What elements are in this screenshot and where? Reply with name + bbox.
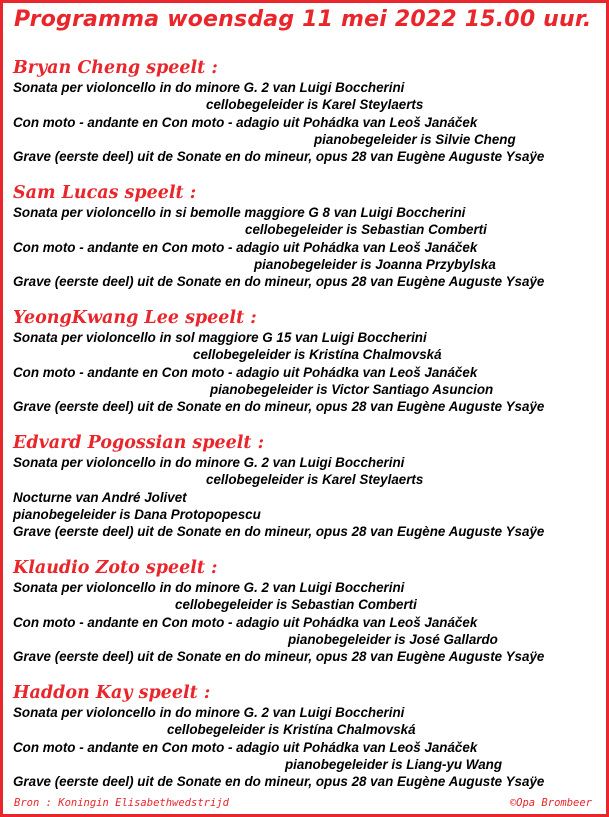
accompanist-line: cellobegeleider is Kristína Chalmovská (167, 722, 416, 738)
piece-line: Con moto - andante en Con moto - adagio uit Pohádka van Leoš Janáček (13, 364, 478, 380)
piece-line: Con moto - andante en Con moto - adagio uit Pohádka van Leoš Janáček (13, 614, 478, 630)
accompanist-line: cellobegeleider is Sebastian Comberti (175, 597, 417, 613)
piece-line: Sonata per violoncello in do minore G. 2 van Luigi Boccherini (13, 80, 405, 95)
piece-line: Con moto - andante en Con moto - adagio uit Pohádka van Leoš Janáček (13, 114, 478, 130)
piece-line: Grave (eerste deel) uit de Sonate en do mineur, opus 28 van Eugène Auguste Ysaÿe (13, 524, 545, 540)
accompanist-line: pianobegeleider is Dana Protopopescu (13, 506, 261, 522)
accompanist-line: pianobegeleider is Liang-yu Wang (285, 756, 503, 772)
piece-line: Grave (eerste deel) uit de Sonate en do mineur, opus 28 van Eugène Auguste Ysaÿe (13, 774, 545, 790)
accompanist-line: pianobegeleider is Joanna Przybylska (254, 256, 496, 272)
performer-section (13, 683, 603, 790)
piece-line: Sonata per violoncello in si bemolle maggiore G 8 van Luigi Boccherini (13, 205, 466, 220)
performer-heading: Bryan Cheng speelt : (13, 58, 218, 78)
performer-section (13, 433, 603, 540)
accompanist-line: cellobegeleider is Karel Steylaerts (206, 472, 424, 488)
piece-line: Grave (eerste deel) uit de Sonate en do mineur, opus 28 van Eugène Auguste Ysaÿe (13, 274, 545, 290)
accompanist-line: pianobegeleider is Victor Santiago Asuncion (210, 381, 494, 397)
accompanist-line: pianobegeleider is José Gallardo (288, 631, 498, 647)
piece-line: Sonata per violoncello in do minore G. 2 van Luigi Boccherini (13, 705, 405, 720)
page-title: Programma woensdag 11 mei 2022 15.00 uur. (14, 7, 592, 32)
accompanist-line: cellobegeleider is Kristína Chalmovská (193, 347, 442, 363)
performer-section (13, 58, 603, 165)
performer-section (13, 308, 603, 415)
piece-line: Grave (eerste deel) uit de Sonate en do mineur, opus 28 van Eugène Auguste Ysaÿe (13, 399, 545, 415)
piece-line: Nocturne van André Jolivet (13, 489, 187, 505)
piece-line: Sonata per violoncello in do minore G. 2 van Luigi Boccherini (13, 455, 405, 470)
source-credit: Bron : Koningin Elisabethwedstrijd (14, 797, 229, 809)
piece-line: Con moto - andante en Con moto - adagio uit Pohádka van Leoš Janáček (13, 239, 478, 255)
piece-line: Grave (eerste deel) uit de Sonate en do mineur, opus 28 van Eugène Auguste Ysaÿe (13, 649, 545, 665)
performer-section (13, 183, 603, 290)
performer-heading: Edvard Pogossian speelt : (13, 433, 265, 453)
piece-line: Sonata per violoncello in sol maggiore G 15 van Luigi Boccherini (13, 330, 427, 345)
piece-line: Con moto - andante en Con moto - adagio uit Pohádka van Leoš Janáček (13, 739, 478, 755)
performer-heading: Klaudio Zoto speelt : (13, 558, 218, 578)
accompanist-line: cellobegeleider is Sebastian Comberti (245, 222, 487, 238)
performer-heading: Sam Lucas speelt : (13, 183, 197, 203)
performer-section (13, 558, 603, 665)
performer-heading: Haddon Kay speelt : (13, 683, 211, 703)
accompanist-line: pianobegeleider is Silvie Cheng (314, 131, 516, 147)
author-credit: ©Opa Brombeer (509, 797, 592, 809)
piece-line: Grave (eerste deel) uit de Sonate en do mineur, opus 28 van Eugène Auguste Ysaÿe (13, 149, 545, 165)
accompanist-line: cellobegeleider is Karel Steylaerts (206, 97, 424, 113)
piece-line: Sonata per violoncello in do minore G. 2 van Luigi Boccherini (13, 580, 405, 595)
performer-heading: YeongKwang Lee speelt : (13, 308, 257, 328)
